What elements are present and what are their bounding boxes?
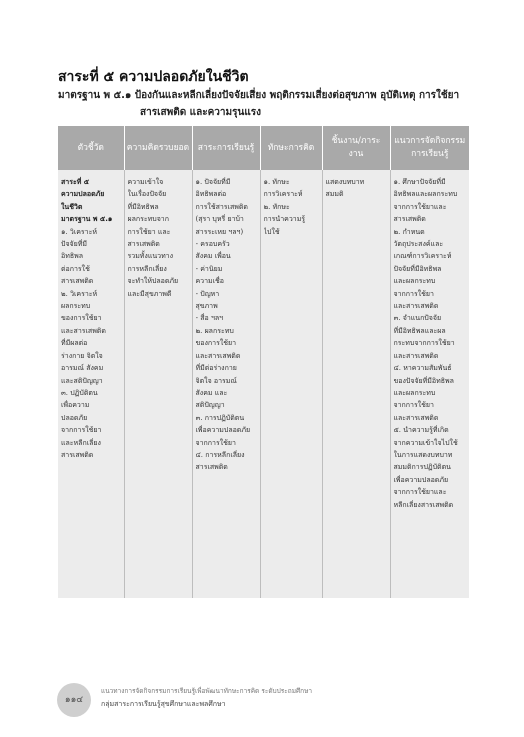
standard-line-2: สารเสพติด และความรุนแรง — [140, 107, 262, 118]
table-header-row — [58, 126, 469, 170]
cell-line: จากความเข้าใจไปใช้ — [393, 438, 458, 447]
cell-line: ความเข้าใจ — [127, 178, 164, 186]
cell-line: ความเชื่อ — [195, 277, 225, 286]
cell-line: สารเสพติด — [393, 215, 426, 224]
cell-line: สติปัญญา — [195, 401, 225, 410]
cell-line: ในเรื่องปัจจัย — [127, 190, 167, 199]
cell-content — [192, 170, 260, 598]
cell-line: สารระเหย ฯลฯ) — [195, 227, 244, 236]
cell-line: ๑. วิเคราะห์ — [61, 227, 97, 236]
cell-line: ปลอดภัย — [61, 413, 88, 422]
cell-line: (สุรา บุหรี่ ยาบ้า — [195, 215, 244, 224]
cell-task — [322, 170, 390, 598]
cell-line: สารเสพติด — [61, 277, 94, 286]
page-title: สาระที่ ๕ ความปลอดภัยในชีวิต — [58, 69, 249, 85]
cell-line: - สื่อ ฯลฯ — [195, 314, 224, 323]
cell-line: และสารเสพติด — [61, 326, 106, 335]
cell-line: ผลกระทบจาก — [127, 215, 169, 224]
cell-line: ในชีวิต — [61, 202, 83, 211]
cell-line: ในการแสดงบทบาท — [393, 450, 453, 459]
cell-line: เกณฑ์การวิเคราะห์ — [393, 252, 452, 261]
cell-line: ของการใช้ยา — [61, 314, 102, 323]
header-activity: แนวการจัดกิจกรรมการเรียนรู้ — [390, 126, 469, 170]
cell-line: ๔. หาความสัมพันธ์ — [393, 364, 452, 373]
cell-line: จิตใจ อารมณ์ — [195, 376, 237, 385]
cell-line: ๑. ทักษะ — [263, 178, 290, 186]
cell-line: และสารเสพติด — [393, 351, 439, 360]
cell-line: ๕. นำความรู้ที่เกิด — [393, 426, 449, 435]
cell-line: อารมณ์ สังคม — [61, 364, 104, 373]
cell-concept — [124, 170, 192, 598]
cell-line: สารเสพติด — [195, 463, 228, 472]
cell-line: และผลกระทบ — [393, 388, 436, 397]
header-indicator: ตัวชี้วัด — [58, 126, 124, 170]
cell-activity — [390, 170, 469, 598]
cell-line: สารเสพติด — [127, 240, 160, 249]
cell-line: การใช้ยา และ — [127, 227, 171, 236]
cell-line: เพื่อความ — [61, 401, 90, 410]
cell-line: และสารเสพติด — [393, 302, 439, 311]
cell-line: จากการใช้ยา — [393, 289, 434, 298]
cell-line: การหลีกเลี่ยง — [127, 264, 167, 273]
cell-line: ปัจจัยที่มี — [61, 240, 87, 249]
header-concept: ความคิดรวบยอด — [124, 126, 192, 170]
cell-line: ผลกระทบ — [61, 302, 91, 311]
cell-line: การใช้สารเสพติด — [195, 202, 248, 211]
cell-line: เพื่อความปลอดภัย — [195, 426, 251, 435]
page-number-badge: ๑๑๔ — [57, 683, 91, 717]
cell-line: ๑. ปัจจัยที่มี — [195, 178, 231, 186]
cell-line: จากการใช้ยา — [195, 438, 236, 447]
cell-line: จากการใช้ยาและ — [393, 488, 447, 497]
cell-line: สาระที่ ๕ — [61, 178, 90, 186]
cell-line: สมมติการปฏิบัติตน — [393, 463, 451, 472]
cell-line: การนำความรู้ — [263, 215, 306, 224]
cell-line: จากการใช้ยาและ — [393, 202, 447, 211]
cell-line: ไปใช้ — [263, 227, 280, 236]
cell-line: จากการใช้ยา — [61, 426, 102, 435]
cell-line: ที่มีต่อร่างกาย — [195, 364, 237, 373]
cell-line: ที่มีอิทธิพล — [127, 202, 159, 211]
cell-line: ๓. การปฏิบัติตน — [195, 413, 245, 422]
cell-line: - ปัญหา — [195, 289, 220, 298]
cell-line: ความปลอดภัย — [61, 190, 105, 199]
header-task: ชิ้นงาน/ภาระงาน — [322, 126, 390, 170]
header-thinking-skill: ทักษะการคิด — [260, 126, 322, 170]
cell-line: แสดงบทบาท — [325, 178, 365, 186]
cell-indicator — [58, 170, 124, 598]
cell-line: และสารเสพติด — [393, 413, 439, 422]
cell-line: ๒. วิเคราะห์ — [61, 289, 98, 298]
cell-thinking-skill — [260, 170, 322, 598]
cell-line: ร่างกาย จิตใจ — [61, 351, 103, 360]
cell-line: ๓. ปฏิบัติตน — [61, 388, 98, 397]
learning-table — [58, 126, 469, 598]
cell-line: ๔. การหลีกเลี่ยง — [195, 450, 245, 459]
cell-line: ที่มีอิทธิพลและผล — [393, 326, 446, 335]
cell-line: และหลีกเลี่ยง — [61, 438, 101, 447]
footer-subject-group: กลุ่มสาระการเรียนรู้สุขศึกษาและพลศึกษา — [101, 700, 226, 708]
cell-line: และมีสุขภาพดี — [127, 289, 172, 298]
cell-line: สังคม และ — [195, 388, 228, 397]
cell-line: การวิเคราะห์ — [263, 190, 303, 199]
cell-line: อิทธิพล — [61, 252, 83, 261]
cell-line: และผลกระทบ — [393, 277, 436, 286]
cell-line: ปัจจัยที่มีอิทธิพล — [393, 264, 442, 273]
cell-line: เพื่อความปลอดภัย — [393, 475, 449, 484]
cell-line: หลีกเลี่ยงสารเสพติด — [393, 500, 454, 509]
cell-line: ของปัจจัยที่มีอิทธิพล — [393, 376, 454, 385]
cell-line: ๓. จำแนกปัจจัย — [393, 314, 442, 323]
cell-line: ที่มีผลต่อ — [61, 339, 88, 348]
cell-line: ต่อการใช้ — [61, 264, 90, 273]
cell-line: กระทบจากการใช้ยา — [393, 339, 455, 348]
cell-line: และสารเสพติด — [195, 351, 241, 360]
header-content: สาระการเรียนรู้ — [192, 126, 260, 170]
cell-line: รวมทั้งแนวทาง — [127, 252, 174, 261]
cell-line: ของการใช้ยา — [195, 339, 237, 348]
cell-line: ๒. กำหนด — [393, 227, 425, 236]
cell-line: สารเสพติด — [61, 450, 94, 459]
cell-line: จะทำให้ปลอดภัย — [127, 277, 179, 286]
cell-line: - ครอบครัว — [195, 240, 230, 249]
cell-line: สมมติ — [325, 190, 344, 199]
cell-line: ๒. ผลกระทบ — [195, 326, 234, 335]
cell-line: ๑. ศึกษาปัจจัยที่มี — [393, 178, 446, 186]
cell-line: จากการใช้ยา — [393, 401, 434, 410]
footer-book-title: แนวทางการจัดกิจกรรมการเรียนรู้เพื่อพัฒนาทักษะการคิด ระดับประถมศึกษา — [101, 687, 312, 695]
cell-line: อิทธิพลต่อ — [195, 190, 227, 199]
table-row — [58, 170, 469, 598]
standard-line-1: มาตรฐาน พ ๕.๑ ป้องกันและหลีกเลี่ยงปัจจัยเสี่ยง พฤติกรรมเสี่ยงต่อสุขภาพ อุบัติเหตุ การใช้ยา — [58, 90, 460, 101]
cell-line: และสติปัญญา — [61, 376, 103, 385]
cell-line: มาตรฐาน พ ๕.๑ — [61, 215, 113, 224]
cell-line: อิทธิพลและผลกระทบ — [393, 190, 458, 199]
cell-line: - ค่านิยม — [195, 264, 223, 273]
cell-line: สุขภาพ — [195, 302, 218, 311]
cell-line: ๒. ทักษะ — [263, 202, 290, 211]
cell-line: สังคม เพื่อน — [195, 252, 231, 261]
cell-line: วัตถุประสงค์และ — [393, 240, 444, 249]
